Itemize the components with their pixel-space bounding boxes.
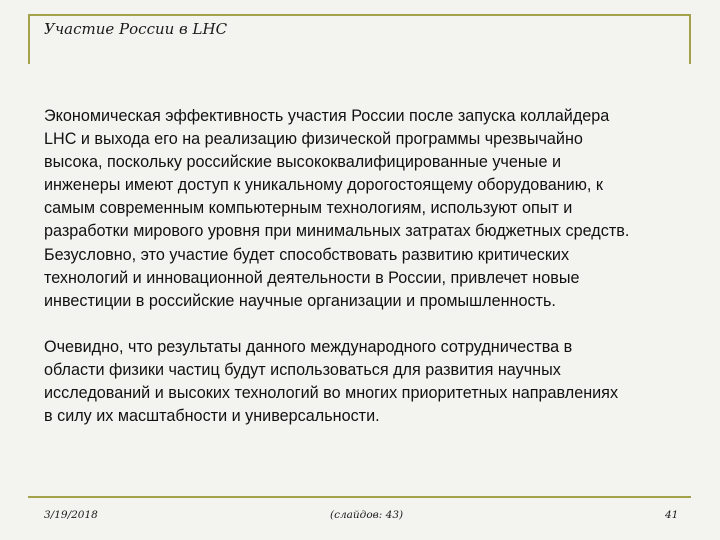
paragraph-1-line-7: Безусловно, это участие будет способствовать развитию критических xyxy=(44,245,570,264)
footer-divider xyxy=(28,496,691,498)
title-frame-left-bar xyxy=(28,14,30,64)
footer-page-number: 41 xyxy=(665,509,679,521)
paragraph-2-line-2: области физики частиц будут использоваться для развития научных xyxy=(44,360,561,379)
paragraph-1-line-9: инвестиции в российские научные организации и промышленность. xyxy=(44,291,556,310)
footer-date: 3/19/2018 xyxy=(44,509,98,521)
paragraph-spacer xyxy=(44,313,704,336)
paragraph-1-line-6: разработки мирового уровня при минимальных затратах бюджетных средств. xyxy=(44,222,630,241)
paragraph-1-line-2: LHC и выхода его на реализацию физической программы чрезвычайно xyxy=(44,130,583,149)
slide-body xyxy=(44,105,704,428)
paragraph-1-line-1: Экономическая эффективность участия России после запуска коллайдера xyxy=(44,107,610,125)
paragraph-1-line-5: самым современным компьютерным технологиям, используют опыт и xyxy=(44,199,573,218)
paragraph-2-line-3: исследований и высоких технологий во многих приоритетных направлениях xyxy=(44,384,619,403)
paragraph-2-line-1: Очевидно, что результаты данного международного сотрудничества в xyxy=(44,337,573,356)
paragraph-1-line-8: технологий и инновационной деятельности в России, привлечет новые xyxy=(44,268,580,287)
paragraph-2-line-4: в силу их масштабности и универсальности. xyxy=(44,407,380,426)
slide-title: Участие России в LHC xyxy=(44,20,228,38)
paragraph-1-line-3: высока, поскольку российские высококвалифицированные ученые и xyxy=(44,153,561,172)
paragraph-1-line-4: инженеры имеют доступ к уникальному дорогостоящему оборудованию, к xyxy=(44,176,603,195)
footer-slide-count: (слайдов: 43) xyxy=(330,509,404,521)
